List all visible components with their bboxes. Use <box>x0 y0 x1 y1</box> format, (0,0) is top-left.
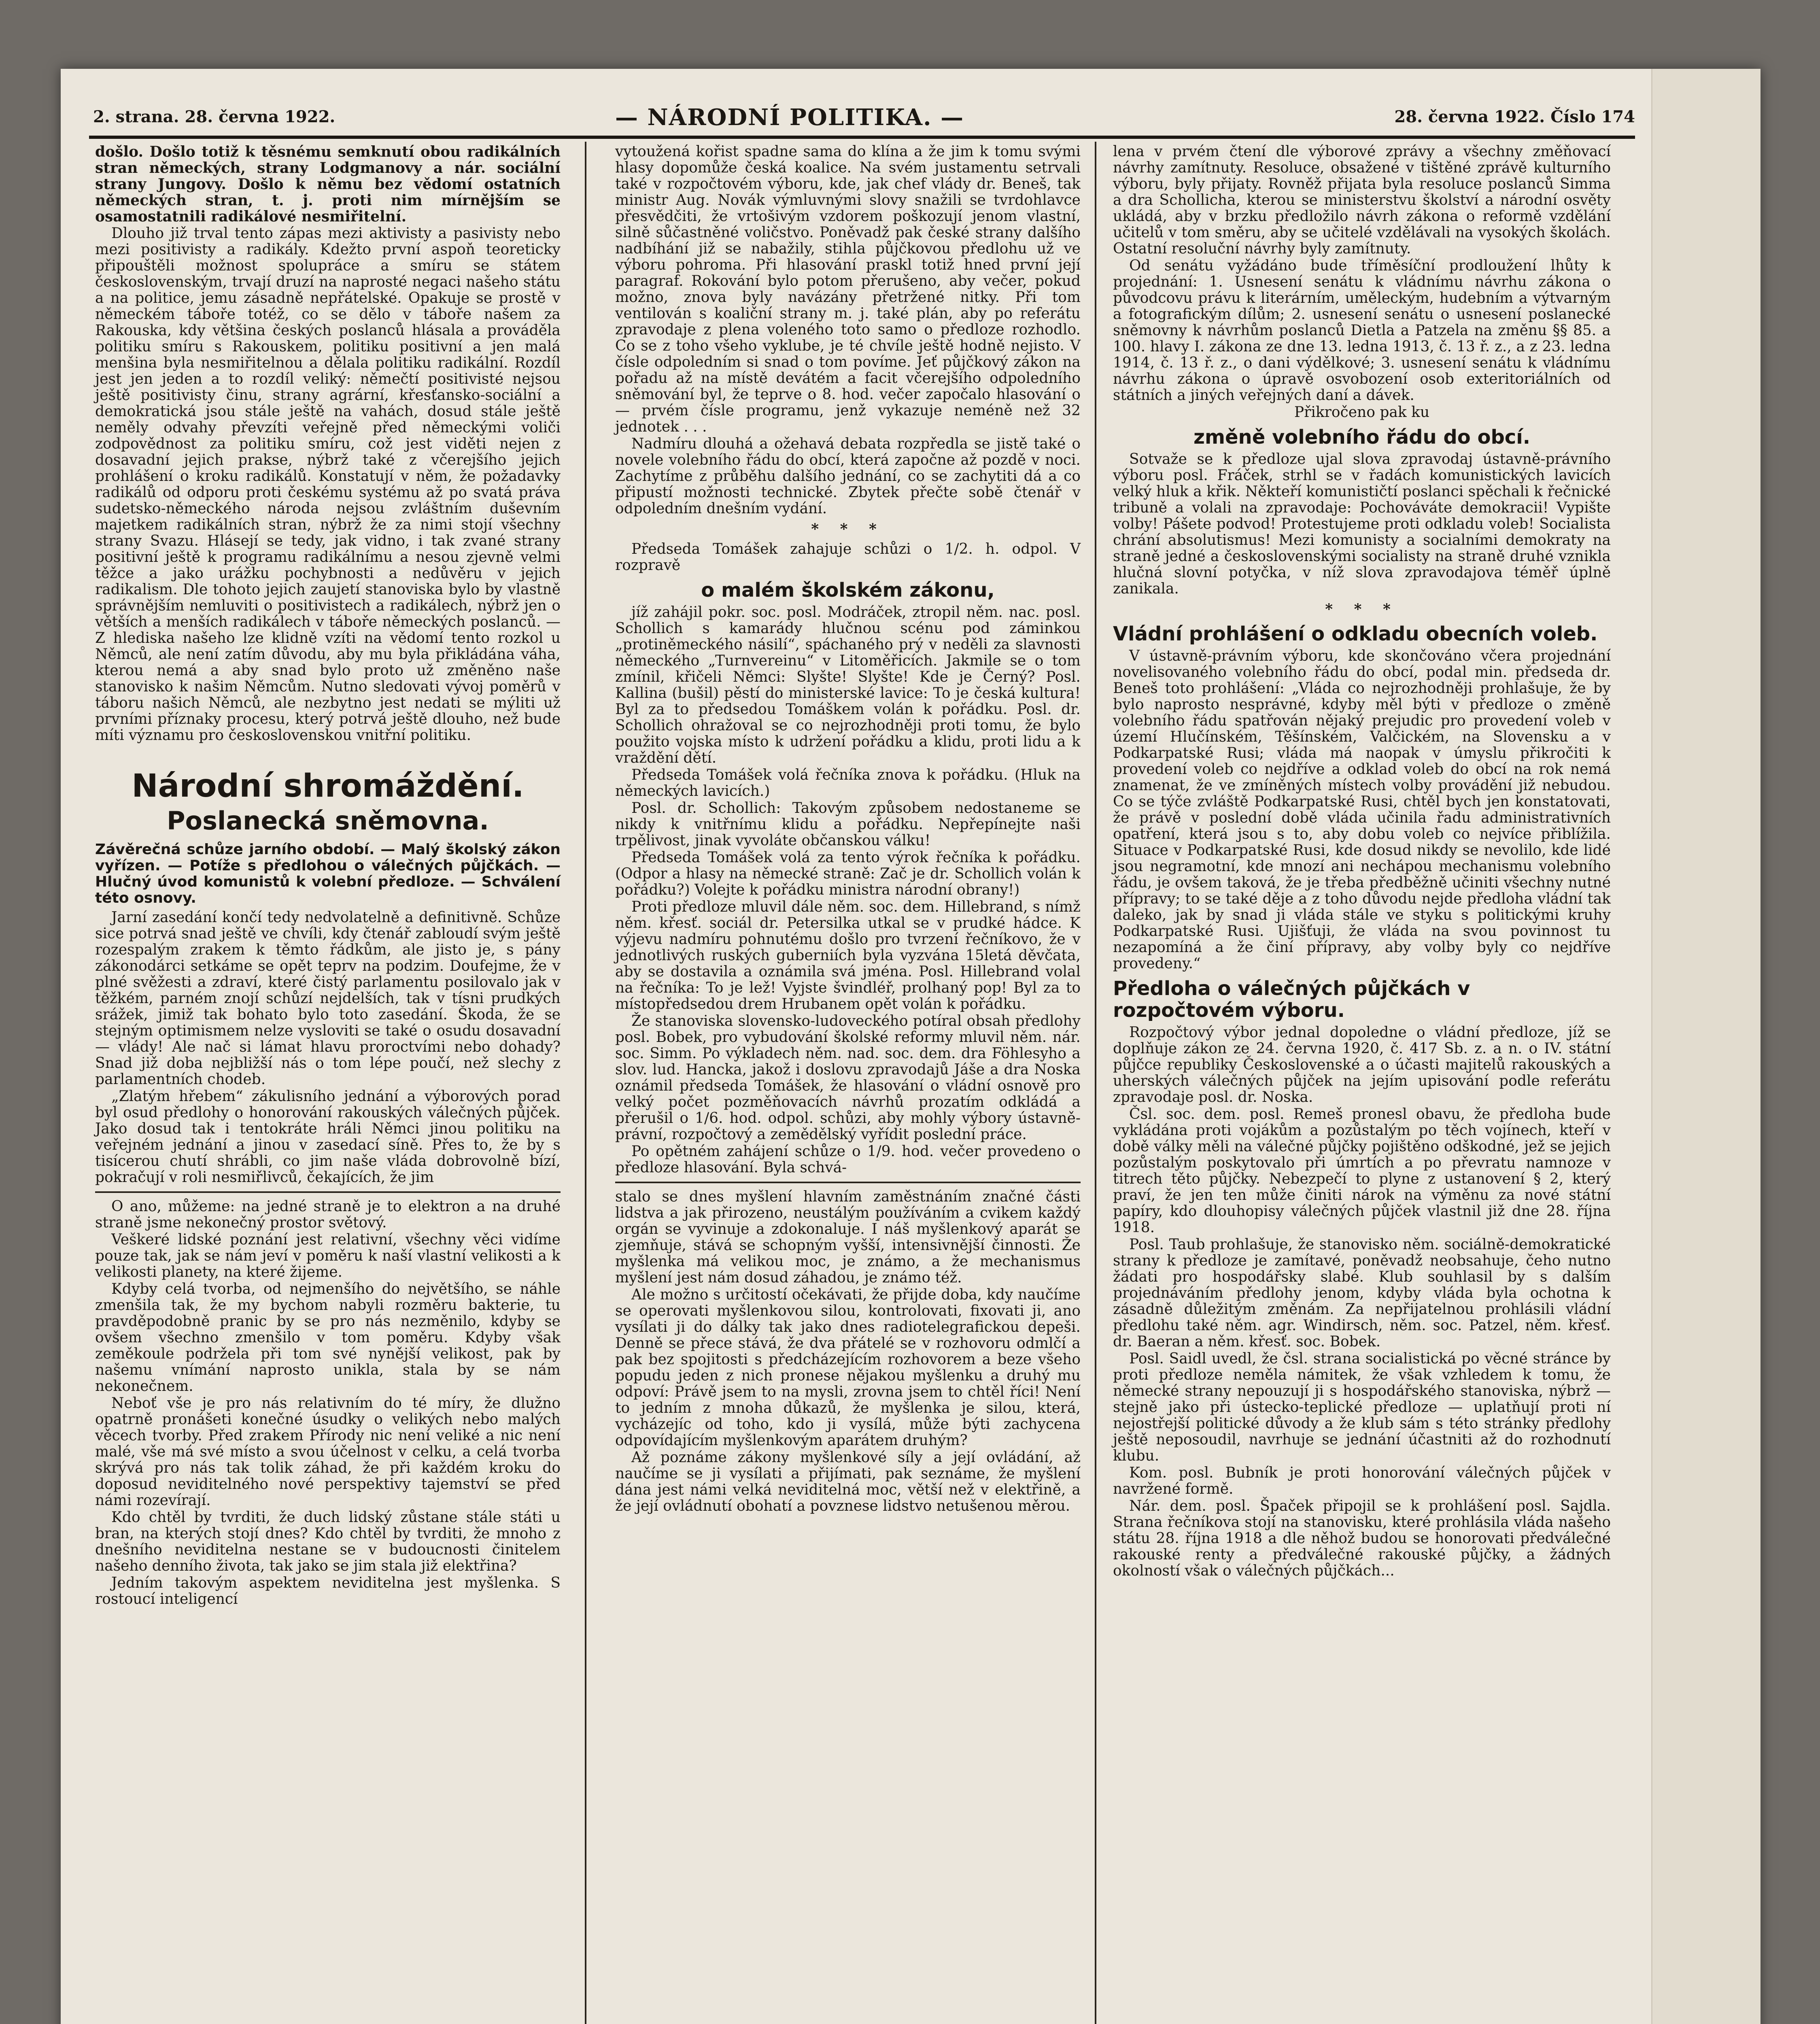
article-lead: Závěrečná schůze jarního období. — Malý školský zákon vyřízen. — Potíže s předlohou o válečných půjčkách. — Hlučný úvod komunistů k volební předloze. — Schválení této osnovy. <box>95 841 561 906</box>
article-paragraph: Veškeré lidské poznání jest relativní, všechny věci vidíme pouze tak, jak se nám jeví v poměru k naší vlastní velikosti a k velikosti planety, na které žijeme. <box>95 1231 561 1280</box>
article-paragraph: Jarní zasedání končí tedy nedvolatelně a definitivně. Schůze sice potrvá snad ještě ve chvíli, kdy čtenář zabloudí svým ještě rozespalým zrakem k těmto řádkům, ale jisto je, s pány zákonodárci setkáme se opět teprv na podzim. Doufejme, že v plné svěžesti a zdraví, které čistý parlamentu posilovalo jak v těžkém, parném znojí schůzí nejdelších, tak v tísni prudkých srážek, jimiž tak bohato bylo toto zasedání. Škoda, že se stejným optimismem nelze vysloviti se také o osudu dosavadní — vlády! Ale nač si lámat hlavu proroctvími nebo dohady? Snad již doba nejbližší nás o tom lépe poučí, než slechy z parlamentních chodeb. <box>95 909 561 1088</box>
torn-page-edge <box>1651 69 1761 2024</box>
column-divider <box>1095 142 1096 2024</box>
section-divider <box>95 1191 561 1193</box>
article-paragraph: vytoužená kořist spadne sama do klína a že jim k tomu svými hlasy dopomůže česká koalice. Na svém justamentu setrvali také v rozpočtovém výboru, kde, jak chef vlády dr. Beneš, tak ministr Aug. Novák výmluvnými slovy snažili se tvrdohlavce přesvědčiti, že vrtošivým vzdorem poškozují jenom vlastní, silně sůčastněné voličstvo. Poněvadž pak české strany dalšího nadbíhání již se nabažily, stihla půjčkovou předlohu už ve výboru pohroma. Při hlasování praskl totiž hned první její paragraf. Rokování bylo potom přerušeno, aby večer, pokud možno, znova byly navázány přetržené nitky. Při tom ventilován s koaliční strany m. j. také plán, aby po referátu zpravodaje z plena voleného toto samo o předloze rozhodlo. Co se z toho všeho vyklube, je té chvíle ještě hodně nejisto. V čísle odpoledním si snad o tom povíme. Jeť půjčkový zákon na pořadu až na místě devátém a facit včerejšího odpoledního sněmování byl, že teprve o 8. hod. večer započalo hlasování o — prvém čísle programu, jenž vykazuje neméně než 32 jednotek . . . <box>615 143 1081 435</box>
article-paragraph: Ale možno s určitostí očekávati, že přijde doba, kdy naučíme se operovati myšlenkovou silou, kontrolovati, fixovati ji, ano vysílati ji do dálky tak jako dnes radiotelegrafickou depeši. Denně se přece stává, že dva přátelé se v rozhovoru odmlčí a pak bez spojitosti s předcházejícím rozhovorem a beze všeho popudu jeden z nich pronese nějakou myšlenku a druhý mu odpoví: Právě jsem to na mysli, zrovna jsem to chtěl říci! Není to jedním z mnoha důkazů, že myšlenka je silou, která, vycházejíc od toho, kdo ji vysílá, může býti zachycena odpovídajícím myšlenkovým aparátem druhým? <box>615 1286 1081 1449</box>
column-3 <box>1113 144 1611 1580</box>
article-paragraph: Až poznáme zákony myšlenkové síly a její ovládání, až naučíme se ji vysílati a přijímati, pak seznáme, že myšlení dána jest námi velká neviditelná moc, větší než v elektřině, a že její ovládnutí obohatí a povznese lidstvo netušenou měrou. <box>615 1449 1081 1514</box>
article-paragraph: Proti předloze mluvil dále něm. soc. dem. Hillebrand, s nímž něm. křesť. sociál dr. Petersilka utkal se v prudké hádce. K výjevu nadmíru pohnutému došlo pro tvrzení řečníkovo, že v jednotlivých ruských guberniích byla vyzvána 15letá děvčata, aby se dostavila a oznámila svá jména. Posl. Hillebrand volal na řečníka: To je lež! Vyjste švindléř, prolhaný pop! Byl za to místopředsedou drem Hrubanem opět volán k pořádku. <box>615 899 1081 1012</box>
section-divider <box>615 1182 1081 1183</box>
article-subheading: o malém školském zákonu, <box>701 579 995 602</box>
masthead-title: — NÁRODNÍ POLITIKA. — <box>615 104 964 131</box>
article-paragraph: Dlouho již trval tento zápas mezi aktivisty a pasivisty nebo mezi positivisty a radikály. Kdežto první aspoň teoreticky připouštěli možnost spolupráce a smíru se státem československým, trvají druzí na naprosté negaci našeho státu a na politice, jemu zásadně nepřátelské. Opakuje se prostě v německém táboře totéž, co se dělo v táboře našem za Rakouska, kdy většina českých poslanců hlásala a prováděla politiku smíru s Rakouskem, politiku positivní a jen malá menšina byla nesmiřitelnou a dělala politiku radikální. Rozdíl jest jen jeden a to rozdíl veliký: němečtí positivisté nejsou ještě positivisty činu, strany agrární, křesťansko-sociální a demokratická jsou stále ještě na vahách, dosud stále ještě neměly odvahy převzíti veřejně před německými voliči zodpovědnost za politiku smíru, což jest viděti nejen z dosavadní jejich prakse, nýbrž také z včerejšího jejich prohlášení o kroku radikálů. Konstatují v něm, že požadavky radikálů od odporu proti českému systému až po svatá práva sudetsko-německého národa nejsou zvláštním duševním majetkem radikálních stran, nýbrž že za nimi stojí všechny strany Svazu. Hlásejí se tedy, jak vidno, i tak zvané strany positivní ještě k programu radikálnímu a nesou zjevně velmi těžce a jako urážku pochybnosti a nedůvěru v jejich radikalism. Dle tohoto jejich zaujetí stanoviska bylo by vlastně správnějším nemluviti o positivistech a radikálech, nýbrž jen o větších a menších radikálech v táboře německých poslanců. — Z hlediska našeho lze klidně vzíti na vědomí tento rozkol u Němců, ale není zatím důvodu, aby mu byla přikládána váha, kterou nemá a aby snad bylo proto už změněno naše stanovisko k našim Němcům. Nutno sledovati vývoj poměrů v táboru našich Němců, ale nezbytno jest nedati se mýliti už prvními příznaky procesu, který potrvá ještě dlouho, než bude míti významu pro československou vnitřní politiku. <box>95 225 561 744</box>
column-1 <box>95 144 561 1608</box>
section-heading: Národní shromáždění. <box>132 768 524 804</box>
article-paragraph: Sotvaže se k předloze ujal slova zpravodaj ústavně-právního výboru posl. Fráček, strhl se v řadách komunistických lavicích velký hluk a křik. Někteří komunističtí poslanci spěchali k řečnické tribuně a volali na zpravodaje: Pochováváte demokracii! Vypište volby! Pášete podvod! Protestujeme proti odkladu voleb! Socialista chrání absolutismus! Mezi komunisty a socialními demokraty na straně jedné a československými socialisty na straně druhé vznikla hlučná slovní potyčka, v níž slova zpravodajova téměř úplně zanikala. <box>1113 451 1611 597</box>
article-paragraph: Kdyby celá tvorba, od nejmenšího do největšího, se náhle zmenšila tak, že my bychom nabyli rozměru bakterie, tu pravděpodobně pranic by se pro nás nezměnilo, kdyby se ovšem všechno zmenšilo v tom poměru. Kdyby však zeměkoule podržela při tom své nynější velikost, pak by našemu vnímání naprosto unikla, stala by se nám nekonečnem. <box>95 1281 561 1395</box>
newspaper-page <box>61 69 1761 2024</box>
article-paragraph: stalo se dnes myšlení hlavním zaměstnáním značné části lidstva a jak přirozeno, neustálým používáním a cvikem každý orgán se vyvinuje a zdokonaluje. I náš myšlenkový aparát se zjemňuje, stává se schopným vyšší, intensivnější činnosti. Že myšlenka má velikou moc, je známo, a že mechanismus myšlení jest nám dosud záhadou, je známo též. <box>615 1188 1081 1286</box>
article-paragraph: O ano, můžeme: na jedné straně je to elektron a na druhé straně jsme nekonečný prostor světový. <box>95 1198 561 1231</box>
article-paragraph: jíž zahájil pokr. soc. posl. Modráček, ztropil něm. nac. posl. Schollich s kamarády hlučnou scénu pod záminkou „protiněmeckého násilí“, spáchaného prý v neděli za slavnosti německého „Turnvereinu“ v Litoměřicích. Jakmile se o tom zmínil, křičeli Němci: Slyšte! Slyšte! Kde je Černý? Posl. Kallina (bušil) pěstí do ministerské lavice: To je česká kultura! Byl za to předsedou Tomáškem volán k pořádku. Posl. dr. Schollich ohražoval se co nejrozhodněji proti tomu, že bylo použito vojska místo k udržení pořádku a klidu, proti lidu a k vraždění dětí. <box>615 604 1081 766</box>
article-paragraph: došlo. Došlo totiž k těsnému semknutí obou radikálních stran německých, strany Lodgmanovy a nár. sociální strany Jungovy. Došlo k němu bez vědomí ostatních německých stran, t. j. proti nim mírnějším se osamostatnili radikálové nesmiřitelní. <box>95 143 561 225</box>
article-paragraph: Posl. Saidl uvedl, že čsl. strana socialistická po věcné stránce by proti předloze neměla námitek, že však vzhledem k tomu, že německé strany nepouzují ji s hospodářského stanoviska, nýbrž — stejně jako při ústecko-teplické předloze — uplatňují proti ní nejostřejší politické důvody a že klub sám s této stránky předlohy ještě neposoudil, navrhuje se jednání účastniti až do rozhodnutí klubu. <box>1113 1350 1611 1464</box>
article-paragraph: lena v prvém čtení dle výborové zprávy a všechny změňovací návrhy zamítnuty. Resoluce, obsažené v tištěné zprávě kulturního výboru, byly přijaty. Rovněž přijata byla resoluce poslanců Simma a dra Schollicha, kterou se ministerstvu školství a národní osvěty ukládá, aby v brzku předložilo návrh zákona o reformě vzdělání učitelů v tom směru, aby se učitelé vzdělávali na vysokých školách. Ostatní resoluční návrhy byly zamítnuty. <box>1113 143 1611 257</box>
article-paragraph: „Zlatým hřebem“ zákulisního jednání a výborových porad byl osud předlohy o honorování rakouských válečných půjček. Jako dosud tak i tentokráte hráli Němci jinou politiku na veřejném jednání a jinou v zasedací síně. Přes to, že by s tisícerou chutí shrábli, co jim naše vláda dobrovolně bízí, pokračují v roli nesmiřlivců, čekajících, že jim <box>95 1088 561 1186</box>
article-paragraph: Přikročeno pak ku <box>1294 404 1430 421</box>
article-paragraph: Neboť vše je pro nás relativním do té míry, že dlužno opatrně pronášeti konečné úsudky o velikých nebo malých věcech tvorby. Před zrakem Přírody nic není veliké a nic není malé, vše má své místo a svou účelnost v celku, a celá tvorba skrývá pro nás tak tolik záhad, že při každém kroku do doposud neviditelného nové perspektivy tajemství se před námi rozevírají. <box>95 1395 561 1509</box>
article-paragraph: Kdo chtěl by tvrditi, že duch lidský zůstane stále státi u bran, na kterých stojí dnes? Kdo chtěl by tvrditi, že mnoho z dnešního neviditelna nestane se v budoucnosti činitelem našeho denního života, tak jako se jim stala již elektřina? <box>95 1509 561 1574</box>
article-subheading: změně volebního řádu do obcí. <box>1194 426 1530 449</box>
article-paragraph: Že stanoviska slovensko-ludoveckého potíral obsah předlohy posl. Bobek, pro vybudování školské reformy mluvil něm. nár. soc. Simm. Po výkladech něm. nad. soc. dem. dra Föhlesyho a slov. lud. Hancka, jakož i doslovu zpravodajů Jáše a dra Noska oznámil předseda Tomášek, že hlasování o vládní osnově pro velký počet pozměňovacích návrhů prozatím odkládá a přerušil o 1/6. hod. odpol. schůzi, aby mohly výbory ústavně-právní, rozpočtový a zemědělský vyřídit poslední práce. <box>615 1013 1081 1143</box>
article-paragraph: Nadmíru dlouhá a ožehavá debata rozpředla se jistě také o novele volebního řádu do obcí, která započne až pozdě v noci. Zachytíme z průběhu dalšího jednání, co se zachytiti dá a co připustí možnosti technické. Zbytek přečte sobě čtenář v odpoledním dnešním vydání. <box>615 436 1081 517</box>
article-paragraph: V ústavně-právním výboru, kde skončováno včera projednání novelisovaného volebního řádu do obcí, podal min. předseda dr. Beneš toto prohlášení: „Vláda co nejrozhodněji prohlašuje, že by bylo naprosto nesprávné, kdyby měl býti v předloze o změně volebního řádu spatřován nějaký prejudic pro provedení voleb v území Hlučínském, Těšínském, Valčickém, na Slovensku a v Podkarpatské Rusi; vláda má naopak v úmyslu přikročiti k provedení voleb co nejdříve a odklad voleb do obcí na rok nemá znamenat, že ve zmíněných místech volby provádění již nebudou. Co se týče zvláště Podkarpatské Rusi, chtěl bych jen konstatovati, že právě v poslední době vláda učinila řadu administrativních opatření, která jsou s to, aby dobu voleb co nejvíce přiblížila. Situace v Podkarpatské Rusi, kde dosud nikdy se nevolilo, kde lidé jsou negramotní, kde mnozí ani nechápou mechanismu volebního řádu, je ovšem taková, že je třeba předběžně učiniti všechny nutné přípravy; to se také děje a z toho důvodu nejde předloha vládní tak daleko, jak by snad ji vláda stále ve styku s politickými kruhy Podkarpatské Rusi. Ujišťuji, že vláda na svou povinnost tu nezapomíná a že činí přípravy, aby volby byly co nejdříve provedeny.“ <box>1113 648 1611 972</box>
article-paragraph: Čsl. soc. dem. posl. Remeš pronesl obavu, že předloha bude vykládána proti vojákům a pozůstalým po těch vojínech, kteří v době války měli na válečné půjčky pojištěno odškodné, jež se jejich pozůstalým poskytovalo při úmrtích a po převratu namnoze v titrech těto půjčky. Nebezpečí to plyne z ustanovení § 2, který praví, že jen ten může činiti nárok na výměnu za nové státní papíry, kdo dlouhopisy válečných půjček vlastnil již dne 28. října 1918. <box>1113 1106 1611 1236</box>
article-paragraph: Od senátu vyžádáno bude tříměsíční prodloužení lhůty k projednání: 1. Usnesení senátu k vládnímu návrhu zákona o původcovu právu k literárním, uměleckým, hudebním a výtvarným a fotografickým dílům; 2. usnesení senátu o usnesení poslanecké sněmovny k návrhům poslanců Dietla a Patzela na změnu §§ 85. a 100. hlavy I. zákona ze dne 13. ledna 1913, č. 13 ř. z., a z 23. ledna 1914, č. 13 ř. z., o dani výdělkové; 3. usnesení senátu k vládnímu návrhu zákona o úpravě osvobození osob exteritoriálních od státních a jiných veřejných daní a dávek. <box>1113 257 1611 404</box>
page-header <box>89 104 1635 139</box>
article-paragraph: Po opětném zahájení schůze o 1/9. hod. večer provedeno o předloze hlasování. Byla schvá- <box>615 1143 1081 1176</box>
header-page-date: 2. strana. 28. června 1922. <box>93 107 336 126</box>
column-2 <box>615 144 1081 1515</box>
column-divider <box>585 142 586 2024</box>
article-paragraph: Rozpočtový výbor jednal dopoledne o vládní předloze, jíž se doplňuje zákon ze 24. června 1920, č. 417 Sb. z. a n. o IV. státní půjčce republiky Československé a o účasti majitelů rakouských a uherských válečných půjček na jejím upisování podle referátu zpravodaje posl. dr. Noska. <box>1113 1024 1611 1106</box>
article-paragraph: Posl. dr. Schollich: Takovým způsobem nedostaneme se nikdy k vnitřnímu klidu a pořádku. Nepřepínejte naši trpělivost, jinak vyvoláte občanskou válku! <box>615 800 1081 849</box>
section-separator-stars: * * * <box>811 521 885 538</box>
article-paragraph: Kom. posl. Bubník je proti honorování válečných půjček v navržené formě. <box>1113 1465 1611 1497</box>
article-heading: Vládní prohlášení o odkladu obecních voleb. <box>1113 623 1598 645</box>
article-paragraph: Předseda Tomášek volá řečníka znova k pořádku. (Hluk na německých lavicích.) <box>615 767 1081 799</box>
section-separator-stars: * * * <box>1325 601 1399 618</box>
section-subheading: Poslanecká sněmovna. <box>167 806 489 836</box>
article-paragraph: Posl. Taub prohlašuje, že stanovisko něm. sociálně-demokratické strany k předloze je zamítavé, poněvadž neobsahuje, čeho nutno žádati pro hospodářsky slabé. Klub souhlasil by s dalším projednáváním předlohy jenom, kdyby vláda byla ochotna k zásadně důležitým změnám. Za nepřijatelnou prohlásili vládní předlohu také něm. agr. Windirsch, něm. soc. Patzel, něm. křesť. dr. Baeran a něm. křesť. soc. Bobek. <box>1113 1236 1611 1350</box>
article-paragraph: Jedním takovým aspektem neviditelna jest myšlenka. S rostoucí inteligencí <box>95 1575 561 1607</box>
header-issue-number: 28. června 1922. Číslo 174 <box>1394 107 1635 126</box>
article-paragraph: Předseda Tomášek volá za tento výrok řečníka k pořádku. (Odpor a hlasy na německé straně: Zač je dr. Schollich volán k pořádku?) Volejte k pořádku ministra národní obrany!) <box>615 849 1081 898</box>
article-heading: Předloha o válečných půjčkách v rozpočtovém výboru. <box>1113 977 1470 1022</box>
article-paragraph: Nár. dem. posl. Špaček připojil se k prohlášení posl. Sajdla. Strana řečníkova stojí na stanovisku, které prohlásila vláda našeho státu 28. října 1918 a dle něhož budou se honorovati předválečné rakouské renty a předválečné rakouské půjčky, a žádných okolností však o válečných půjčkách... <box>1113 1498 1611 1579</box>
article-paragraph: Předseda Tomášek zahajuje schůzi o 1/2. h. odpol. V rozpravě <box>615 541 1081 574</box>
